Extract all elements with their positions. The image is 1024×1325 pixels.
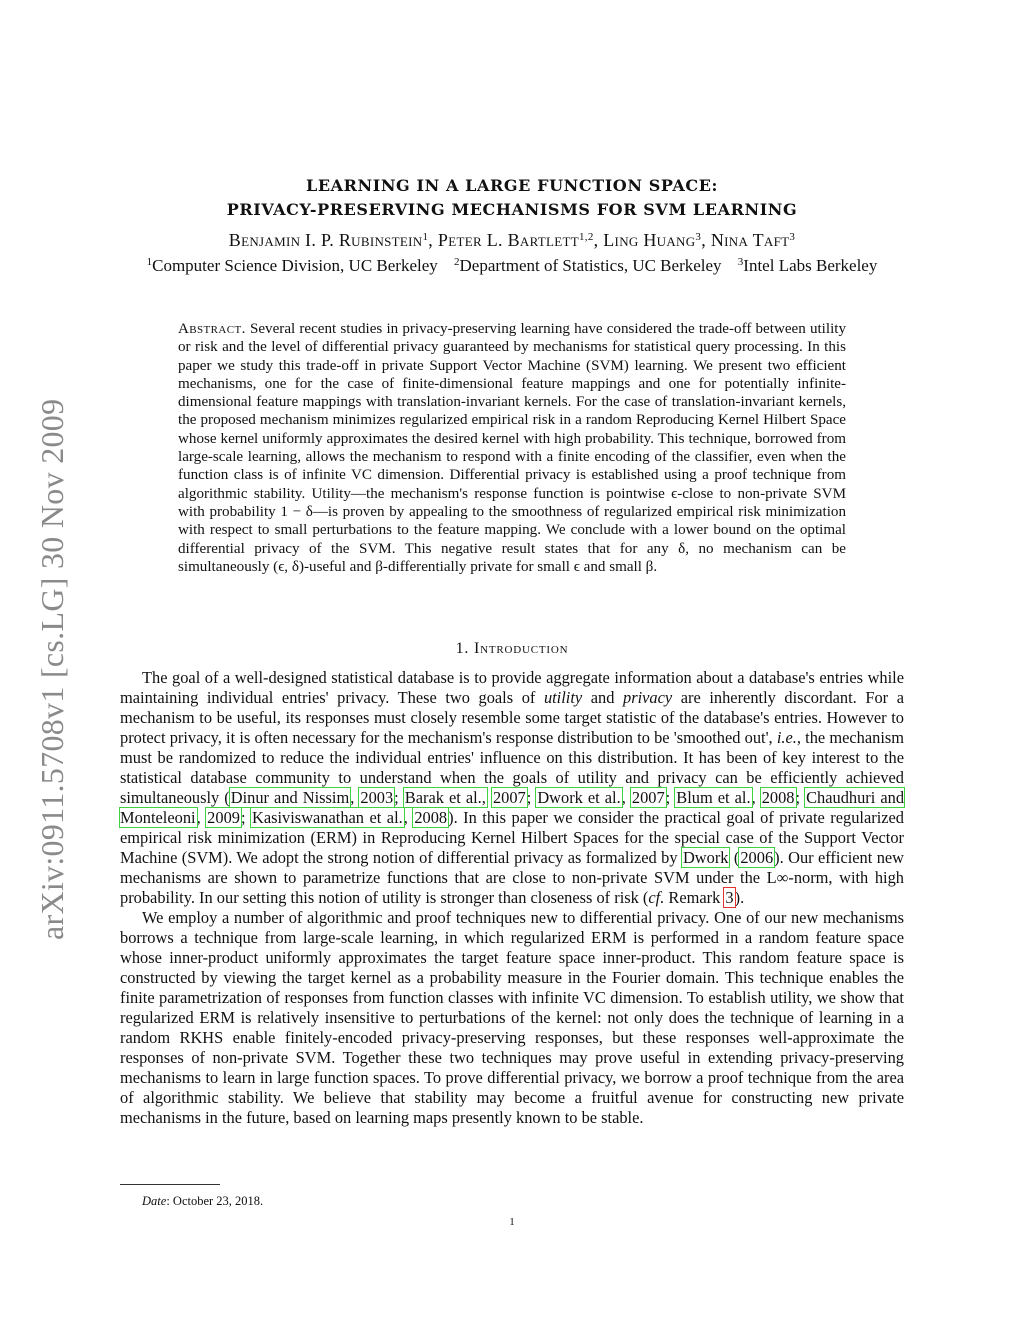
author-separator: , (593, 230, 604, 250)
affiliation-mark: 2 (454, 256, 460, 268)
paragraph-2: We employ a number of algorithmic and proof techniques new to differential privacy. One of our new mechanisms borrows a technique from large-scale learning, in which regularized ERM is performed in a random feature space whose inner-product uniformly approximates the target feature space inner-product. This random feature space is constructed by viewing the target kernel as a probability measure in the Fourier domain. This technique enables the finite parametrization of responses from function classes with infinite VC dimension. To establish utility, we show that regularized ERM is relatively insensitive to perturbations of the kernel: not only does the technique of learning in a random RKHS enable finitely-encoded privacy-preserving responses, but these responses well-approximate the responses of non-private SVM. Together these two techniques may prove useful in extending privacy-preserving mechanisms to learn in large function spaces. To prove differential privacy, we borrow a proof technique from the area of algorithmic stability. We believe that stability may become a fruitful avenue for constructing new private mechanisms in the future, based on learning maps presently known to be stable. (120, 908, 904, 1127)
citation-year-link[interactable]: 2008 (761, 788, 795, 807)
affiliation-text: Intel Labs Berkeley (743, 256, 878, 275)
author-list (100, 230, 924, 251)
text-run: ). (734, 888, 745, 907)
emphasis: cf. (648, 888, 665, 907)
citation-year-link[interactable]: 2003 (360, 788, 394, 807)
text-run: ). In this paper we consider the practical goal of private regularized empirical risk minimization (ERM) in Reproducing Kernel Hilbert Spaces for the special case of the Support Vector Machine (SVM). We adopt the strong notion of differential privacy as formalized by (120, 808, 904, 867)
emphasis: privacy (623, 688, 673, 707)
footnote-label: Date (142, 1194, 167, 1208)
author: Ling Huang (603, 230, 696, 250)
abstract-text: Several recent studies in privacy-preserving learning have considered the trade-off between utility or risk and the level of differential privacy guaranteed by mechanisms for statistical query processing. In this paper we study this trade-off in private Support Vector Machine (SVM) learning. We present two efficient mechanisms, one for the case of finite-dimensional feature mappings and one for potentially infinite-dimensional feature mappings with translation-invariant kernels. For the case of translation-invariant kernels, the proposed mechanism minimizes regularized empirical risk in a random Reproducing Kernel Hilbert Space whose kernel uniformly approximates the desired kernel with high probability. This technique, borrowed from large-scale learning, allows the mechanism to respond with a finite encoding of the classifier, even when the function class is of infinite VC dimension. Differential privacy is established using a proof technique from algorithmic stability. Utility—the mechanism's response function is pointwise ϵ-close to non-private SVM with probability 1 − δ—is proven by appealing to the smoothness of regularized empirical risk minimization with respect to small perturbations to the feature mapping. We conclude with a lower bound on the optimal differential privacy of the SVM. This negative result states that for any δ, no mechanism can be simultaneously (ϵ, δ)-useful and β-differentially private for small ϵ and small β. (178, 321, 846, 575)
affiliation-text: Department of Statistics, UC Berkeley (459, 256, 722, 275)
text-run: ). Our efficient new mechanisms are shown to parametrize functions that are close to non-private SVM under the L∞-norm, with high probability. In our setting this notion of utility is stronger than closeness of risk ( (120, 848, 905, 907)
affiliation (738, 256, 878, 275)
author: Peter L. Bartlett (437, 230, 579, 250)
text-run: , (403, 808, 414, 827)
footnote-text: : October 23, 2018. (166, 1194, 264, 1208)
citation-link[interactable]: Chaudhuri and Monteleoni (120, 788, 905, 827)
author-separator: , (701, 230, 711, 250)
emphasis: i.e. (776, 728, 797, 747)
affiliation-text: Computer Science Division, UC Berkeley (152, 256, 438, 275)
citation-year-link[interactable]: 2006 (740, 848, 774, 867)
affiliation-list (100, 256, 924, 276)
author-affil-mark: 3 (789, 231, 796, 243)
text-run: , (751, 788, 761, 807)
citation-link[interactable]: Dwork et al. (537, 788, 621, 807)
text-run: , (621, 788, 631, 807)
text-run: The goal of a well-designed statistical database is to provide aggregate information about a database's entries while maintaining individual entries' privacy. These two goals of (120, 668, 904, 707)
paper-title-line-1: LEARNING IN A LARGE FUNCTION SPACE: (305, 176, 719, 195)
affiliation-mark: 3 (737, 256, 744, 268)
affiliation-mark: 1 (146, 256, 153, 268)
text-run: , (350, 788, 360, 807)
footnote (142, 1194, 263, 1209)
text-run: ; (795, 788, 806, 807)
author-separator: , (428, 230, 438, 250)
author-affil-mark: 1 (422, 231, 429, 243)
paragraph-1 (120, 668, 904, 908)
text-run: ; (665, 788, 676, 807)
citation-link[interactable]: Kasiviswanathan et al. (252, 808, 403, 827)
abstract-heading: Abstract. (178, 321, 246, 337)
citation-link[interactable]: Barak et al., (404, 788, 486, 807)
emphasis: utility (543, 688, 583, 707)
text-run: are inherently discordant. For a mechanism to be useful, its responses must closely resemble some target statistic of the database's entries. However to protect privacy, it is often necessary for the mechanism's response distribution to be 'smoothed out', (120, 688, 904, 747)
author: Benjamin I. P. Rubinstein (228, 230, 423, 250)
text-run: ; (526, 788, 537, 807)
text-run: and (582, 688, 624, 707)
affiliation (454, 256, 722, 275)
text-run: ; (240, 808, 252, 827)
paper-title-line-2: PRIVACY-PRESERVING MECHANISMS FOR SVM LEARNING (226, 200, 798, 219)
citation-year-link[interactable]: 2009 (207, 808, 240, 827)
body-text (120, 668, 904, 1128)
author: Nina Taft (710, 230, 790, 250)
section-heading-introduction: 1. Introduction (455, 640, 569, 657)
remark-reference-link[interactable]: 3 (725, 888, 734, 907)
citation-link[interactable]: Dinur and Nissim (230, 788, 350, 807)
arxiv-identifier: arXiv:0911.5708v1 [cs.LG] 30 Nov 2009 (34, 398, 70, 940)
citation-link[interactable]: Blum et al. (676, 788, 751, 807)
text-run: ; (394, 788, 404, 807)
page-number: 1 (509, 1216, 515, 1228)
author-affil-mark: 1,2 (579, 231, 594, 243)
citation-link[interactable]: Dwork (682, 848, 729, 867)
abstract (178, 320, 846, 576)
text-run: , (196, 808, 207, 827)
citation-year-link[interactable]: 2007 (492, 788, 526, 807)
citation-year-link[interactable]: 2008 (414, 808, 448, 827)
footnote-rule (120, 1184, 220, 1185)
text-run: ( (729, 848, 740, 867)
citation-year-link[interactable]: 2007 (631, 788, 665, 807)
affiliation (147, 256, 438, 275)
author-affil-mark: 3 (695, 231, 702, 243)
text-run: , the mechanism must be randomized to reduce the individual entries' influence on this distribution. It has been of key interest to the statistical database community to understand when the goals of utility and privacy can be efficiently achieved simultaneously ( (120, 728, 904, 807)
text-run: Remark (664, 888, 725, 907)
